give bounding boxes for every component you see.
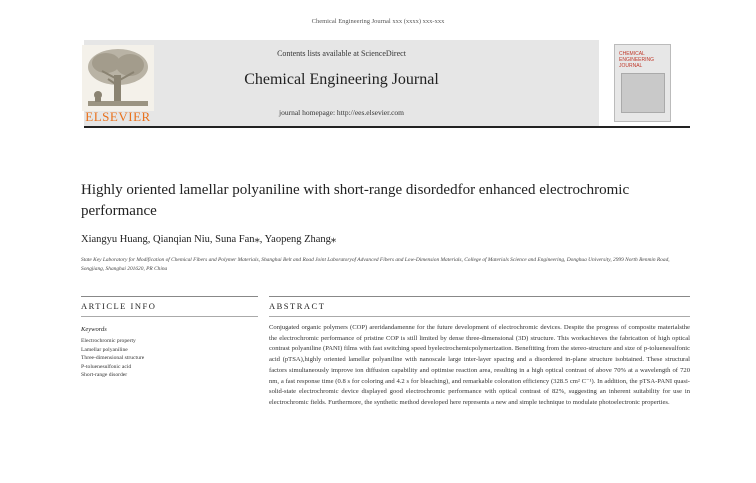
article-info-heading: ARTICLE INFO — [81, 301, 157, 311]
keyword: Electrochromic property — [81, 338, 136, 344]
masthead-rule — [84, 126, 690, 128]
publisher-wordmark: ELSEVIER — [85, 109, 151, 124]
divider — [269, 316, 690, 317]
running-header: Chemical Engineering Journal xxx (xxxx) xxx-xxx — [311, 18, 445, 25]
cover-image — [621, 73, 665, 113]
journal-cover-thumbnail — [614, 44, 671, 122]
keyword-list — [81, 337, 144, 380]
journal-name: Chemical Engineering Journal — [244, 71, 439, 88]
keywords-heading: Keywords — [81, 326, 107, 333]
abstract-heading: ABSTRACT — [269, 301, 326, 311]
keyword: P-toluenesulfonic acid — [81, 363, 132, 370]
article-title: Highly oriented lamellar polyaniline with short-range disordedfor enhanced electrochromic performance — [81, 182, 630, 219]
keyword: Three-dimensional structure — [81, 355, 145, 361]
cover-title: CHEMICAL ENGINEERING JOURNAL — [619, 51, 655, 69]
author-list: Xiangyu Huang, Qianqian Niu, Suna Fan⁎, Yaopeng Zhang⁎ — [81, 234, 337, 245]
divider — [81, 296, 258, 297]
keyword: Short-range disorder — [81, 372, 128, 378]
contents-line: Contents lists available at ScienceDirect — [277, 49, 406, 58]
divider — [269, 296, 690, 297]
elsevier-tree-logo — [82, 45, 154, 111]
divider — [81, 316, 258, 317]
abstract-text: Conjugated organic polymers (COP) areridandamenne for the future development of electrochromic devices. Despite the progress of composite materialsthe the electrochromic performance of pristine COP is still limited by dense three-dimensional (3D) structure. This workachieves the fabrication of high optical contrast polyaniline (PANI) films with fast switching speed byelectrochemicpolymerization. Benefitting from the stereo-structure and size of p-toluenesulfonic acid (pTSA),highly oriented lamellar polyaniline with nanoscale large inter-layer spacing and a disordered in-plane structure isobtained. These structural factors simultaneously improve ion diffusion capability and optimise reaction area, resulting in a high optical contrast of above 70% at a wavelength of 720 nm, a fast response time (0.8 s for coloring and 4.2 s for bleaching), and remarkable coloration efficiency (328.5 cm² C⁻¹). In addition, the pTSA-PANI quasi-solid-state electrochromic device displayed good electrochromic performance with optical contrast of 82%, suggesting an inherent suitability for use in electrochromic fields. Furthermore, the synthetic method developed here represents a new and simple technique to modulate photoelectronic properties. — [269, 324, 690, 406]
journal-homepage: journal homepage: http://ees.elsevier.com — [279, 108, 404, 117]
affiliation: State Key Laboratory for Modification of Chemical Fibers and Polymer Materials, Shanghai Belt and Road Joint Laboratoryof Advanced Fibers and Low-Dimension Materials, College of Materials Science and Engineering, Donghua University, 2999 North Renmin Road, Songjiang, Shanghai 201620, PR China — [81, 257, 670, 272]
keyword: Lamellar polyaniline — [81, 346, 128, 353]
